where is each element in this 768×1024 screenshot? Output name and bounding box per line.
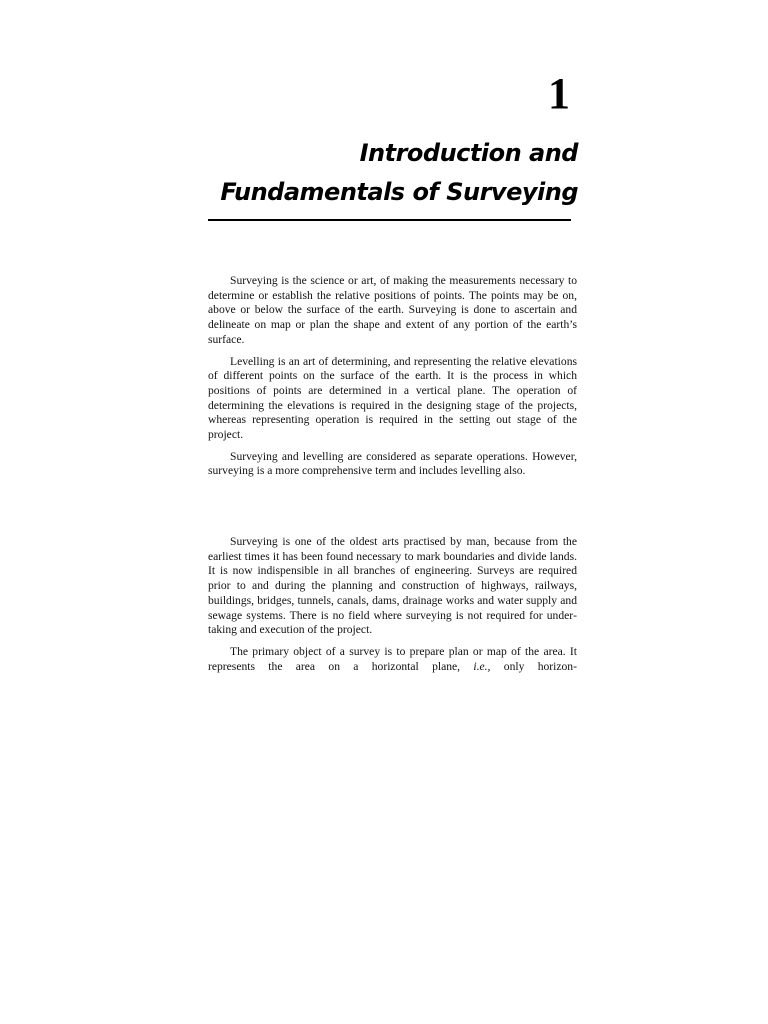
paragraph-text-end: only horizon-	[503, 659, 577, 673]
chapter-title-line-2: Fundamentals of Surveying	[220, 178, 578, 206]
paragraph-text-start: The primary object of a survey is to prepare plan or map of the area. It represents the area on a horizontal plane,	[208, 644, 577, 673]
paragraph-text-italic: i.e.,	[473, 659, 491, 673]
text-section-history	[208, 535, 577, 681]
chapter-title	[158, 134, 578, 212]
paragraph: Surveying is one of the oldest arts practised by man, because from the earliest times it has been found necessary to mark boundaries and divide lands. It is now indispensible in all branches of engineering. Surveys are required prior to and during the planning and construction of highways, railways, buildings, bridges, tunnels, canals, dams, drainage works and water supply and sewage systems. There is no field where surveying is not required for undertaking and execution of the project.	[208, 535, 577, 637]
paragraph: Surveying and levelling are considered as separate operations. However, surveying is a more comprehensive term and includes levelling also.	[208, 449, 577, 478]
paragraph: Surveying is the science or art, of making the measurements necessary to determine or establish the relative positions of points. The points may be on, above or below the surface of the earth. Surveying is done to ascertain and delineate on map or plan the shape and extent of any portion of the earth’s surface.	[208, 274, 577, 346]
paragraph-primary-object	[208, 645, 577, 674]
chapter-number: 1	[548, 69, 570, 118]
text-section-definition	[208, 274, 577, 486]
paragraph: Levelling is an art of determining, and representing the relative elevations of different points on the surface of the earth. It is the process in which positions of points are determined in a vertical plane. The operation of determining the elevations is required in the designing stage of the projects, whereas representing operation is required in the setting out stage of the project.	[208, 354, 577, 442]
chapter-title-line-1: Introduction and	[359, 139, 578, 167]
title-divider	[208, 219, 571, 221]
